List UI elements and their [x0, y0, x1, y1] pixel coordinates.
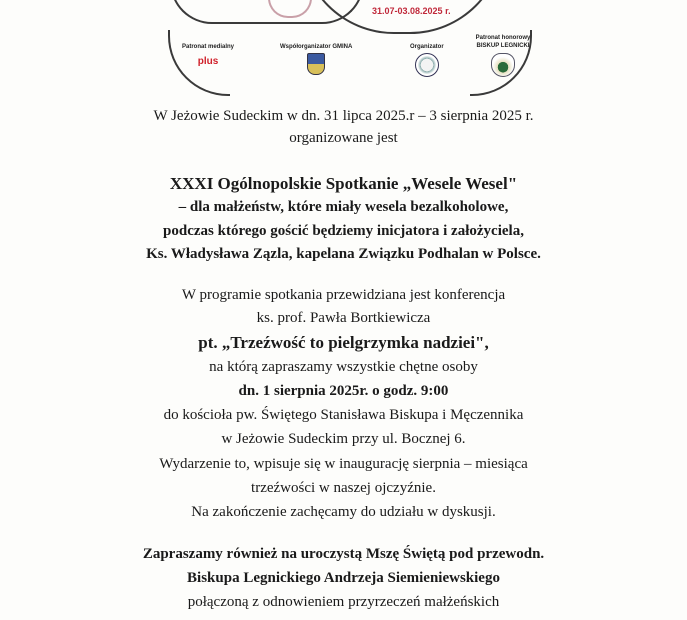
program-date-time: dn. 1 sierpnia 2025r. o godz. 9:00	[238, 383, 449, 399]
program-line-8: Wydarzenie to, wpisuje się w inaugurację sierpnia – miesiąca	[159, 456, 528, 472]
lecture-title: pt. „Trzeźwość to pielgrzymka nadziei",	[198, 333, 489, 352]
mass-line-3: połączoną z odnowieniem przyrzeczeń małżeńskich	[187, 594, 500, 610]
title-line-3: Ks. Władysława Zązla, kapelana Związku Podhalan w Polsce.	[146, 246, 541, 262]
sponsor-media-patron	[182, 44, 234, 71]
gmina-coat-of-arms-icon	[307, 53, 325, 75]
event-date-badge: 31.07-03.08.2025 r.	[372, 6, 451, 16]
bishop-crest-logo-icon	[491, 53, 515, 77]
sponsor-role-label: Współorganizator GMINA	[280, 44, 353, 50]
sponsor-honorary-patron	[473, 34, 533, 77]
sponsor-role-label: Organizator	[410, 44, 444, 50]
program-line-4: na którą zapraszamy wszystkie chętne osoby	[209, 359, 478, 375]
intro-line-1: W Jeżowie Sudeckim w dn. 31 lipca 2025.r – 3 sierpnia 2025 r.	[153, 108, 534, 124]
organizer-round-logo-icon	[415, 53, 439, 77]
sponsor-role-label: Patronat honorowy BISKUP LEGNICKI	[475, 35, 531, 49]
mass-line-1: Zapraszamy również na uroczystą Mszę Świętą pod przewodn.	[142, 546, 545, 562]
mass-line-2: Biskupa Legnickiego Andrzeja Siemieniewskiego	[187, 570, 500, 586]
title-line-1: – dla małżeństw, które miały wesela bezalkoholowe,	[178, 199, 509, 215]
program-line-10: Na zakończenie zachęcamy do udziału w dyskusji.	[191, 504, 496, 520]
program-line-9: trzeźwości w naszej ojczyźnie.	[251, 480, 436, 496]
event-title: XXXI Ogólnopolskie Spotkanie „Wesele Wesel"	[169, 174, 518, 193]
program-line-1: W programie spotkania przewidziana jest konferencja	[181, 287, 506, 303]
intro-line-2: organizowane jest	[289, 130, 398, 146]
program-line-2: ks. prof. Pawła Bortkiewicza	[256, 310, 431, 326]
title-line-2: podczas którego gościć będziemy inicjatora i założyciela,	[163, 223, 524, 239]
plus-radio-logo-icon: plus	[197, 56, 219, 67]
program-line-7: w Jeżowie Sudeckim przy ul. Bocznej 6.	[221, 431, 466, 447]
sponsor-organizer	[410, 44, 444, 77]
program-line-6: do kościoła pw. Świętego Stanisława Biskupa i Męczennika	[163, 407, 524, 423]
sponsor-role-label: Patronat medialny	[182, 44, 235, 50]
sponsor-co-organizer	[280, 44, 352, 75]
